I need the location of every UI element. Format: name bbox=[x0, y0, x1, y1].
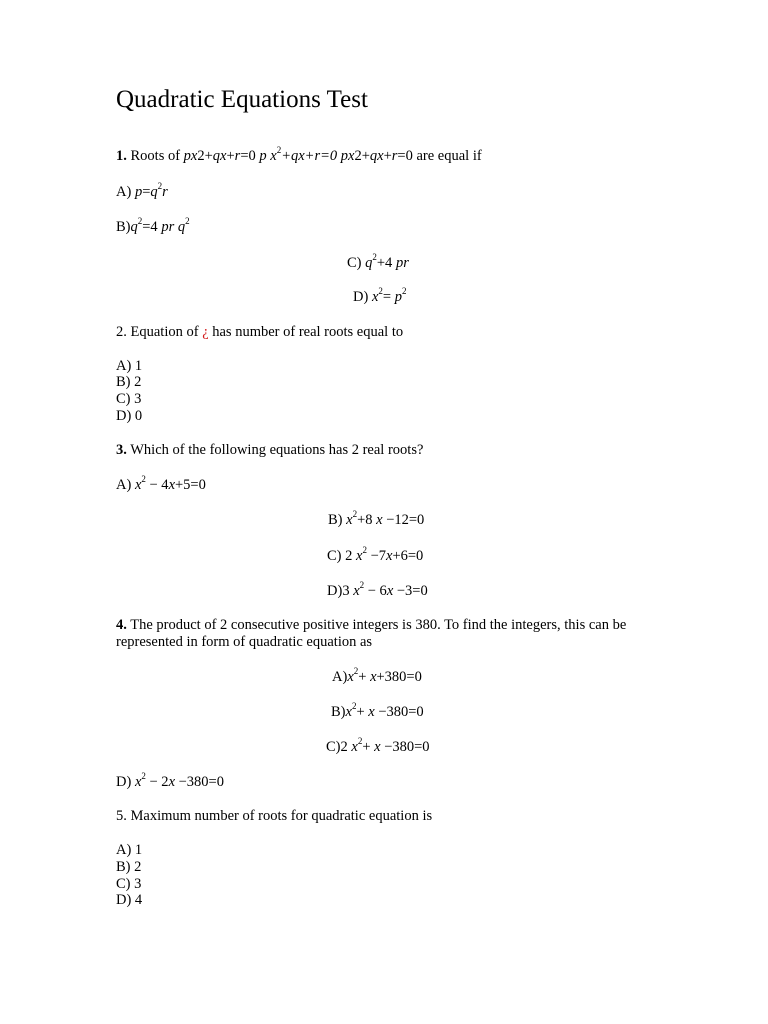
question-2-option-a: A) 1 bbox=[116, 358, 143, 374]
question-5-option-a: A) 1 bbox=[116, 842, 143, 858]
question-text: Roots of bbox=[130, 148, 181, 164]
question-4-option-d: D) $x^2 - 2x -380=0$ bbox=[116, 771, 224, 790]
question-5-option-c: C) 3 bbox=[116, 876, 142, 892]
question-3-option-a: A) $x^2 - 4x+5=0$ bbox=[116, 474, 206, 493]
question-text: The product of 2 consecutive positive integers is 380. To find the integers, this can be represented in form of quadratic equation as bbox=[116, 617, 627, 650]
question-number: 1. bbox=[116, 148, 127, 164]
question-1-option-d: D) $x^2= p^2$ bbox=[353, 286, 407, 305]
question-2-option-b: B) 2 bbox=[116, 374, 142, 390]
question-4-option-a: $A)x^2+ x+380=0$ bbox=[332, 666, 422, 685]
page-title: Quadratic Equations Test bbox=[116, 86, 368, 113]
equation-2: p $x^2+qx+r=0$ bbox=[259, 145, 338, 164]
question-5-option-b: B) 2 bbox=[116, 859, 142, 875]
question-text: Which of the following equations has 2 real roots? bbox=[130, 442, 424, 458]
question-1-option-c: C) $q^2+4$ pr bbox=[347, 252, 409, 271]
question-3-option-c: C) 2 $x^2 -7x+6=0$ bbox=[327, 545, 424, 564]
question-4-option-c: C)2 $x^2+ x -380=0$ bbox=[326, 736, 430, 755]
question-number: 3. bbox=[116, 442, 127, 458]
question-1-option-a: A) $p=q^2r$ bbox=[116, 181, 168, 200]
question-2: 2. Equation of ¿ has number of real roots equal to bbox=[116, 324, 404, 340]
question-5-option-d: D) 4 bbox=[116, 892, 143, 908]
equation-3: px2+qx+r=0 bbox=[340, 148, 413, 164]
equation-1: px2+qx+r=0 bbox=[183, 148, 256, 164]
question-4 bbox=[116, 617, 656, 651]
question-text-tail: are equal if bbox=[416, 148, 482, 164]
missing-equation-glyph: ¿ bbox=[202, 324, 209, 340]
question-number: 4. bbox=[116, 617, 127, 633]
question-2-option-c: C) 3 bbox=[116, 391, 142, 407]
question-3-option-b: B) $x^2+8$ x −12=0 bbox=[328, 509, 425, 528]
question-5: 5. Maximum number of roots for quadratic equation is bbox=[116, 808, 433, 824]
question-4-option-b: $B)x^2+ x -380=0$ bbox=[331, 701, 424, 720]
question-1 bbox=[116, 145, 482, 166]
question-1-option-b: $B)q^2=4$ pr $q^2$ bbox=[116, 216, 190, 235]
question-3 bbox=[116, 442, 423, 459]
question-2-option-d: D) 0 bbox=[116, 408, 143, 424]
question-3-option-d: D)3 $x^2 - 6x -3=0$ bbox=[327, 580, 428, 599]
